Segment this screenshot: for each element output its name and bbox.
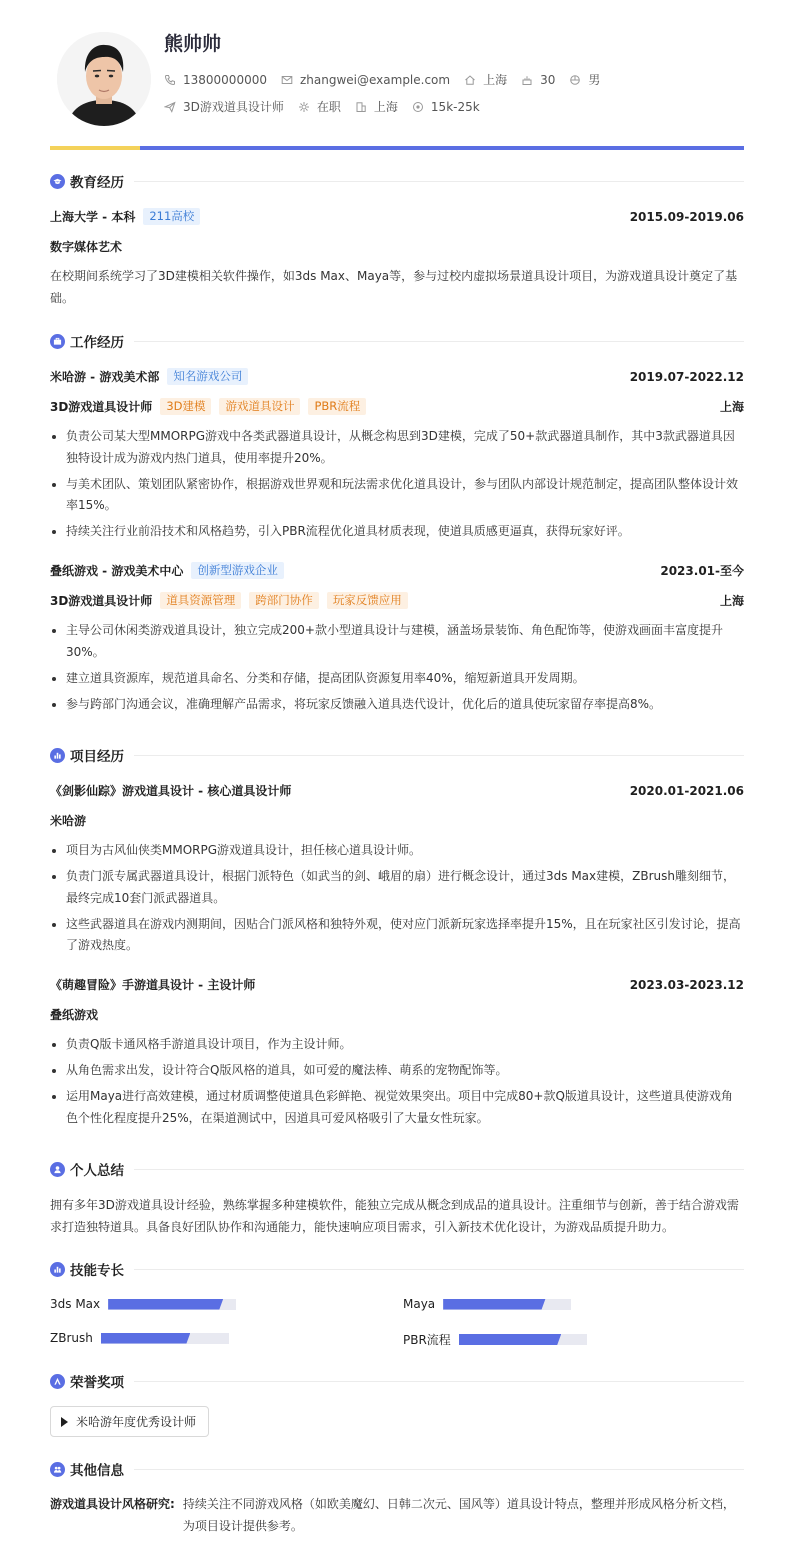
project-company-row	[50, 812, 744, 829]
section-title-text: 个人总结	[70, 1163, 124, 1179]
list-item: 负责公司某大型MMORPG游戏中各类武器道具设计，从概念构思到3D建模，完成了50+款武器道具制作，其中3款武器道具因独特设计成为游戏内热门道具，使用率提升20%。	[50, 426, 744, 469]
job-city: 上海	[719, 594, 744, 608]
list-item: 项目为古风仙侠类MMORPG游戏道具设计，担任核心道具设计师。	[50, 840, 744, 862]
project-date: 2023.03-2023.12	[629, 977, 744, 992]
project-company-row	[50, 1006, 744, 1023]
job-position-row	[50, 398, 744, 415]
skill-item	[50, 1297, 236, 1311]
job-position: 3D游戏道具设计师	[50, 594, 153, 608]
bar-chart-icon	[50, 748, 65, 763]
section-divider	[134, 1169, 744, 1170]
status-item	[298, 98, 341, 115]
skill-bar-track	[459, 1334, 587, 1345]
skill-bar-fill	[101, 1333, 191, 1344]
age-item	[521, 73, 555, 87]
section-divider	[134, 341, 744, 342]
education-date: 2015.09-2019.06	[629, 209, 744, 224]
status-text: 在职	[316, 100, 341, 114]
skill-bar-track	[108, 1299, 236, 1310]
job-city: 上海	[719, 400, 744, 414]
project-bullets	[50, 1034, 744, 1134]
section-title-work	[50, 331, 744, 351]
section-title-text: 荣誉奖项	[70, 1375, 124, 1391]
email-item	[281, 73, 450, 87]
contact-row	[164, 71, 614, 88]
skill-tag: PBR流程	[308, 398, 366, 415]
award-text: 米哈游年度优秀设计师	[76, 1415, 197, 1429]
company-tag: 创新型游戏企业	[191, 562, 284, 579]
major-name: 数字媒体艺术	[50, 240, 123, 254]
section-title-text: 项目经历	[70, 749, 124, 765]
list-item: 运用Maya进行高效建模，通过材质调整使道具色彩鲜艳、视觉效果突出。项目中完成80+款Q版道具设计，这些道具使游戏角色个性化程度提升25%，在渠道测试中，因道具可爱风格吸引了大量女性玩家。	[50, 1086, 744, 1129]
coin-icon	[412, 101, 424, 113]
section-title-education	[50, 171, 744, 191]
salary-item	[412, 100, 480, 114]
candidate-name: 熊帅帅	[164, 33, 222, 55]
project-name: 《剑影仙踪》游戏道具设计 - 核心道具设计师	[50, 784, 292, 798]
job-position: 3D游戏道具设计师	[50, 400, 153, 414]
header-accent-yellow	[50, 146, 140, 150]
skill-tag: 跨部门协作	[249, 592, 319, 609]
section-title-projects	[50, 745, 744, 765]
location-text: 上海	[483, 73, 508, 87]
award-icon	[50, 1374, 65, 1389]
skill-tag: 玩家反馈应用	[327, 592, 408, 609]
gender-text: 男	[588, 73, 601, 87]
section-title-skills	[50, 1259, 744, 1279]
skill-item	[50, 1331, 229, 1345]
skill-tag: 3D建模	[160, 398, 211, 415]
send-icon	[164, 101, 176, 113]
other-info-text: 持续关注不同游戏风格（如欧美魔幻、日韩二次元、国风等）道具设计特点，整理并形成风格分析文档，为项目设计提供参考。	[182, 1497, 735, 1533]
skill-name: Maya	[403, 1297, 436, 1311]
education-description: 在校期间系统学习了3D建模相关软件操作，如3ds Max、Maya等，参与过校内虚拟场景道具设计项目，为游戏道具设计奠定了基础。	[50, 269, 738, 305]
skill-item	[403, 1331, 587, 1348]
section-divider	[134, 181, 744, 182]
section-title-honors	[50, 1371, 744, 1391]
section-divider	[134, 1381, 744, 1382]
bar-chart-icon	[50, 1262, 65, 1277]
skill-bar-track	[101, 1333, 229, 1344]
mail-icon	[281, 74, 293, 86]
other-info-row	[50, 1493, 744, 1537]
user-icon	[50, 1162, 65, 1177]
city-item	[355, 98, 398, 115]
section-title-text: 技能专长	[70, 1263, 124, 1279]
phone-item	[164, 73, 267, 87]
list-item: 参与跨部门沟通会议，准确理解产品需求，将玩家反馈融入道具迭代设计，优化后的道具使玩家留存率提高8%。	[50, 694, 744, 716]
salary-text: 15k-25k	[430, 99, 480, 114]
section-divider	[134, 1469, 744, 1470]
list-item: 与美术团队、策划团队紧密协作，根据游戏世界观和玩法需求优化道具设计，参与团队内部设计规范制定，提高团队整体设计效率15%。	[50, 474, 744, 517]
section-title-other	[50, 1459, 744, 1479]
section-title-summary	[50, 1159, 744, 1179]
section-divider	[134, 755, 744, 756]
job-header	[50, 562, 744, 579]
company-tag: 知名游戏公司	[167, 368, 248, 385]
list-item: 持续关注行业前沿技术和风格趋势，引入PBR流程优化道具材质表现，使道具质感更逼真，获得玩家好评。	[50, 521, 744, 543]
skill-bar-fill	[108, 1299, 223, 1310]
header-accent-bar	[50, 146, 744, 150]
phone-icon	[164, 74, 176, 86]
job-position-row	[50, 592, 744, 609]
cake-icon	[521, 74, 533, 86]
section-divider	[134, 1269, 744, 1270]
project-date: 2020.01-2021.06	[629, 783, 744, 798]
job-bullets	[50, 620, 744, 720]
job-row	[164, 98, 494, 115]
gender-item	[569, 71, 600, 88]
list-item: 建立道具资源库，规范道具命名、分类和存储，提高团队资源复用率40%，缩短新道具开发周期。	[50, 668, 744, 690]
age-text: 30	[540, 72, 556, 87]
project-header	[50, 782, 744, 799]
job-date: 2019.07-2022.12	[629, 369, 744, 384]
building-icon	[355, 101, 367, 113]
section-title-text: 教育经历	[70, 175, 124, 191]
skill-bar-fill	[443, 1299, 545, 1310]
summary-text: 拥有多年3D游戏道具设计经验，熟练掌握多种建模软件，能独立完成从概念到成品的道具设计。注重细节与创新，善于结合游戏需求打造独特道具。具备良好团队协作和沟通能力，能快速响应项目需求，引入新技术优化设计，为游戏品质提升助力。	[50, 1198, 739, 1234]
company-name: 叠纸游戏 - 游戏美术中心	[50, 564, 184, 578]
project-company: 米哈游	[50, 814, 87, 828]
job-header	[50, 368, 744, 385]
avatar	[57, 32, 151, 126]
job-title-text: 3D游戏道具设计师	[183, 100, 284, 114]
education-header	[50, 208, 744, 225]
briefcase-icon	[50, 334, 65, 349]
email-text: zhangwei@example.com	[299, 72, 451, 87]
award-badge	[50, 1406, 209, 1437]
gear-icon	[298, 101, 310, 113]
skill-name: 3ds Max	[50, 1297, 101, 1311]
school-name: 上海大学 - 本科	[50, 210, 136, 224]
phone-text: 13800000000	[183, 72, 267, 87]
project-bullets	[50, 840, 744, 961]
job-bullets	[50, 426, 744, 547]
school-tag: 211高校	[143, 208, 200, 225]
people-icon	[50, 1462, 65, 1477]
play-icon	[61, 1417, 68, 1427]
gender-icon	[569, 74, 581, 86]
section-title-text: 其他信息	[70, 1463, 124, 1479]
skill-tag: 游戏道具设计	[219, 398, 300, 415]
project-name: 《萌趣冒险》手游道具设计 - 主设计师	[50, 978, 256, 992]
education-major-row	[50, 238, 744, 255]
skill-tag: 道具资源管理	[160, 592, 241, 609]
other-info-label: 游戏道具设计风格研究:	[50, 1497, 175, 1511]
company-name: 米哈游 - 游戏美术部	[50, 370, 160, 384]
graduation-cap-icon	[50, 174, 65, 189]
section-title-text: 工作经历	[70, 335, 124, 351]
skill-bar-track	[443, 1299, 571, 1310]
skill-bar-fill	[459, 1334, 561, 1345]
skill-name: PBR流程	[403, 1333, 451, 1347]
job-date: 2023.01-至今	[660, 564, 744, 578]
list-item: 主导公司休闲类游戏道具设计，独立完成200+款小型道具设计与建模，涵盖场景装饰、角色配饰等，使游戏画面丰富度提升30%。	[50, 620, 744, 663]
list-item: 负责门派专属武器道具设计，根据门派特色（如武当的剑、峨眉的扇）进行概念设计，通过3ds Max建模，ZBrush雕刻细节，最终完成10套门派武器道具。	[50, 866, 744, 909]
list-item: 负责Q版卡通风格手游道具设计项目，作为主设计师。	[50, 1034, 744, 1056]
skill-item	[403, 1297, 571, 1311]
skill-name: ZBrush	[50, 1331, 93, 1345]
city-text: 上海	[373, 100, 398, 114]
home-icon	[464, 74, 476, 86]
list-item: 从角色需求出发，设计符合Q版风格的道具，如可爱的魔法棒、萌系的宠物配饰等。	[50, 1060, 744, 1082]
project-company: 叠纸游戏	[50, 1008, 99, 1022]
list-item: 这些武器道具在游戏内测期间，因贴合门派风格和独特外观，使对应门派新玩家选择率提升15%，且在玩家社区引发讨论，提高了游戏热度。	[50, 914, 744, 957]
location-item	[464, 71, 507, 88]
project-header	[50, 976, 744, 993]
job-title-item	[164, 98, 284, 115]
